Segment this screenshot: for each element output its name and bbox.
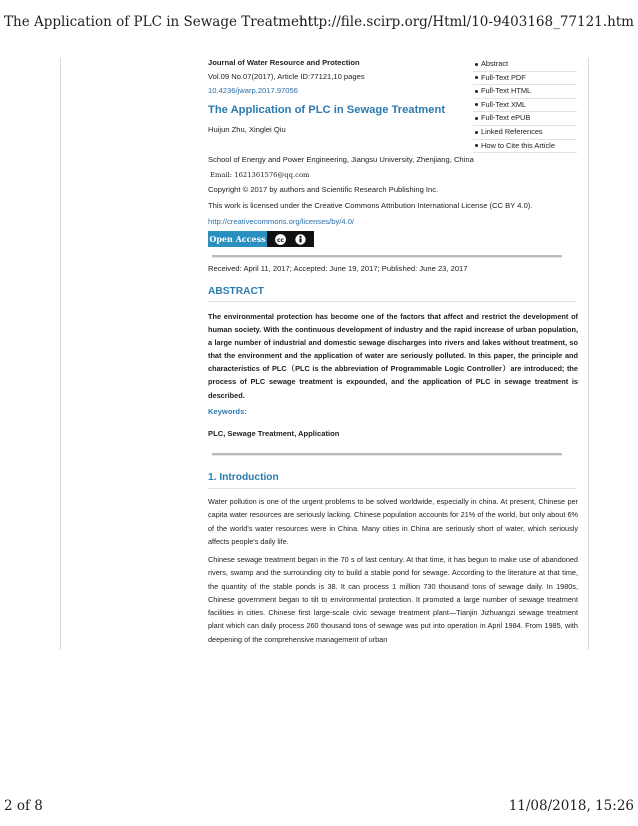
author-email: Email: 1621361576@qq.com	[210, 171, 310, 179]
article-side-nav	[473, 58, 577, 153]
bullet-icon	[475, 117, 478, 120]
right-page-border	[588, 58, 589, 650]
nav-full-text-html[interactable]: Full-Text HTML	[473, 85, 577, 99]
nav-full-text-xml[interactable]: Full-Text XML	[473, 99, 577, 113]
print-datetime: 11/08/2018, 15:26	[508, 798, 634, 814]
bullet-icon	[475, 131, 478, 134]
section-divider	[212, 453, 562, 455]
intro-paragraph: Water pollution is one of the urgent problems to be solved worldwide, especially in china. At present, Chinese per capita water resources are seriously lacking. Chinese population accounts for 21% of the world, but only about 6% of the world's water resources were in China. Many cities in China are seriously short of water, which seriously affects people's daily life.	[208, 497, 578, 546]
open-access-label: Open Access	[208, 231, 267, 247]
svg-text:cc: cc	[276, 236, 284, 244]
bullet-icon	[475, 76, 478, 79]
abstract-heading: ABSTRACT	[208, 286, 265, 297]
intro-paragraph: Chinese sewage treatment began in the 70 s of last century. At that time, it has begun to make use of abandoned rivers, swamp and the surrounding city to build a stable pond for sewage. According to the literature at that time, the quantity of the stable ponds is 38. It can process 1 million 730 thousand tons of sewage daily. In 1980s, Chinese government began to tilt to environmental protection. It promoted a large number of sewage treatment facilities in cities. Chinese first large-scale civic sewage treatment plant—Tianjin Jizhuangzi sewage treatment plant which can daily process 260 thousand tons of sewage was put into operation in April 1984. From 1985, with deepening of the comprehensive management of urban	[208, 555, 578, 644]
license-notice: This work is licensed under the Creative Commons Attribution International License (CC BY 4.0).	[208, 201, 533, 210]
journal-name: Journal of Water Resource and Protection	[208, 58, 360, 67]
nav-linked-references[interactable]: Linked References	[473, 126, 577, 140]
author-affiliation: School of Energy and Power Engineering, Jiangsu University, Zhenjiang, China	[208, 155, 474, 164]
browser-header-url: http://file.scirp.org/Html/10-9403168_77121.htm	[298, 14, 634, 30]
introduction-heading: 1. Introduction	[208, 472, 279, 483]
page-counter: 2 of 8	[4, 798, 43, 814]
bullet-icon	[475, 103, 478, 106]
article-title: The Application of PLC in Sewage Treatment	[208, 104, 446, 116]
bullet-icon	[475, 90, 478, 93]
cc-license-badge	[267, 231, 314, 247]
keywords-heading: Keywords:	[208, 407, 247, 416]
heading-underline	[208, 488, 576, 489]
open-access-badge[interactable]	[208, 231, 314, 247]
volume-info: Vol.09 No.07(2017), Article ID:77121,10 pages	[208, 72, 365, 81]
nav-full-text-epub[interactable]: Full-Text ePUB	[473, 112, 577, 126]
attribution-icon	[294, 233, 307, 246]
bullet-icon	[475, 144, 478, 147]
license-link[interactable]: http://creativecommons.org/licenses/by/4.0/	[208, 217, 355, 226]
heading-underline	[208, 301, 576, 302]
bullet-icon	[475, 63, 478, 66]
section-divider	[212, 255, 562, 257]
copyright-notice: Copyright © 2017 by authors and Scientific Research Publishing Inc.	[208, 185, 439, 194]
browser-header-title: The Application of PLC in Sewage Treatment	[4, 14, 314, 30]
abstract-text: The environmental protection has become one of the factors that affect and restrict the development of human society. With the continuous development of industry and the rapid increase of urban population, a large number of industrial and domestic sewage discharges into rivers and lakes without treatment, so that the environment and the application of water are seriously polluted. In this paper, the principle and characteristics of PLC（PLC is the abbreviation of Programmable Logic Controller）are introduced; the process of PLC sewage treatment is expounded, and the application of PLC in sewage treatment is described.	[208, 312, 578, 400]
nav-full-text-pdf[interactable]: Full-Text PDF	[473, 72, 577, 86]
creative-commons-icon	[274, 233, 287, 246]
article-authors: Huijun Zhu, Xinglei Qiu	[208, 125, 286, 134]
keywords-text: PLC, Sewage Treatment, Application	[208, 429, 340, 438]
nav-how-to-cite[interactable]: How to Cite this Article	[473, 140, 577, 154]
publication-dates: Received: April 11, 2017; Accepted: June 19, 2017; Published: June 23, 2017	[208, 264, 468, 273]
left-page-border	[60, 58, 61, 650]
doi-link[interactable]: 10.4236/jwarp.2017.97056	[208, 86, 298, 95]
nav-abstract[interactable]: Abstract	[473, 58, 577, 72]
